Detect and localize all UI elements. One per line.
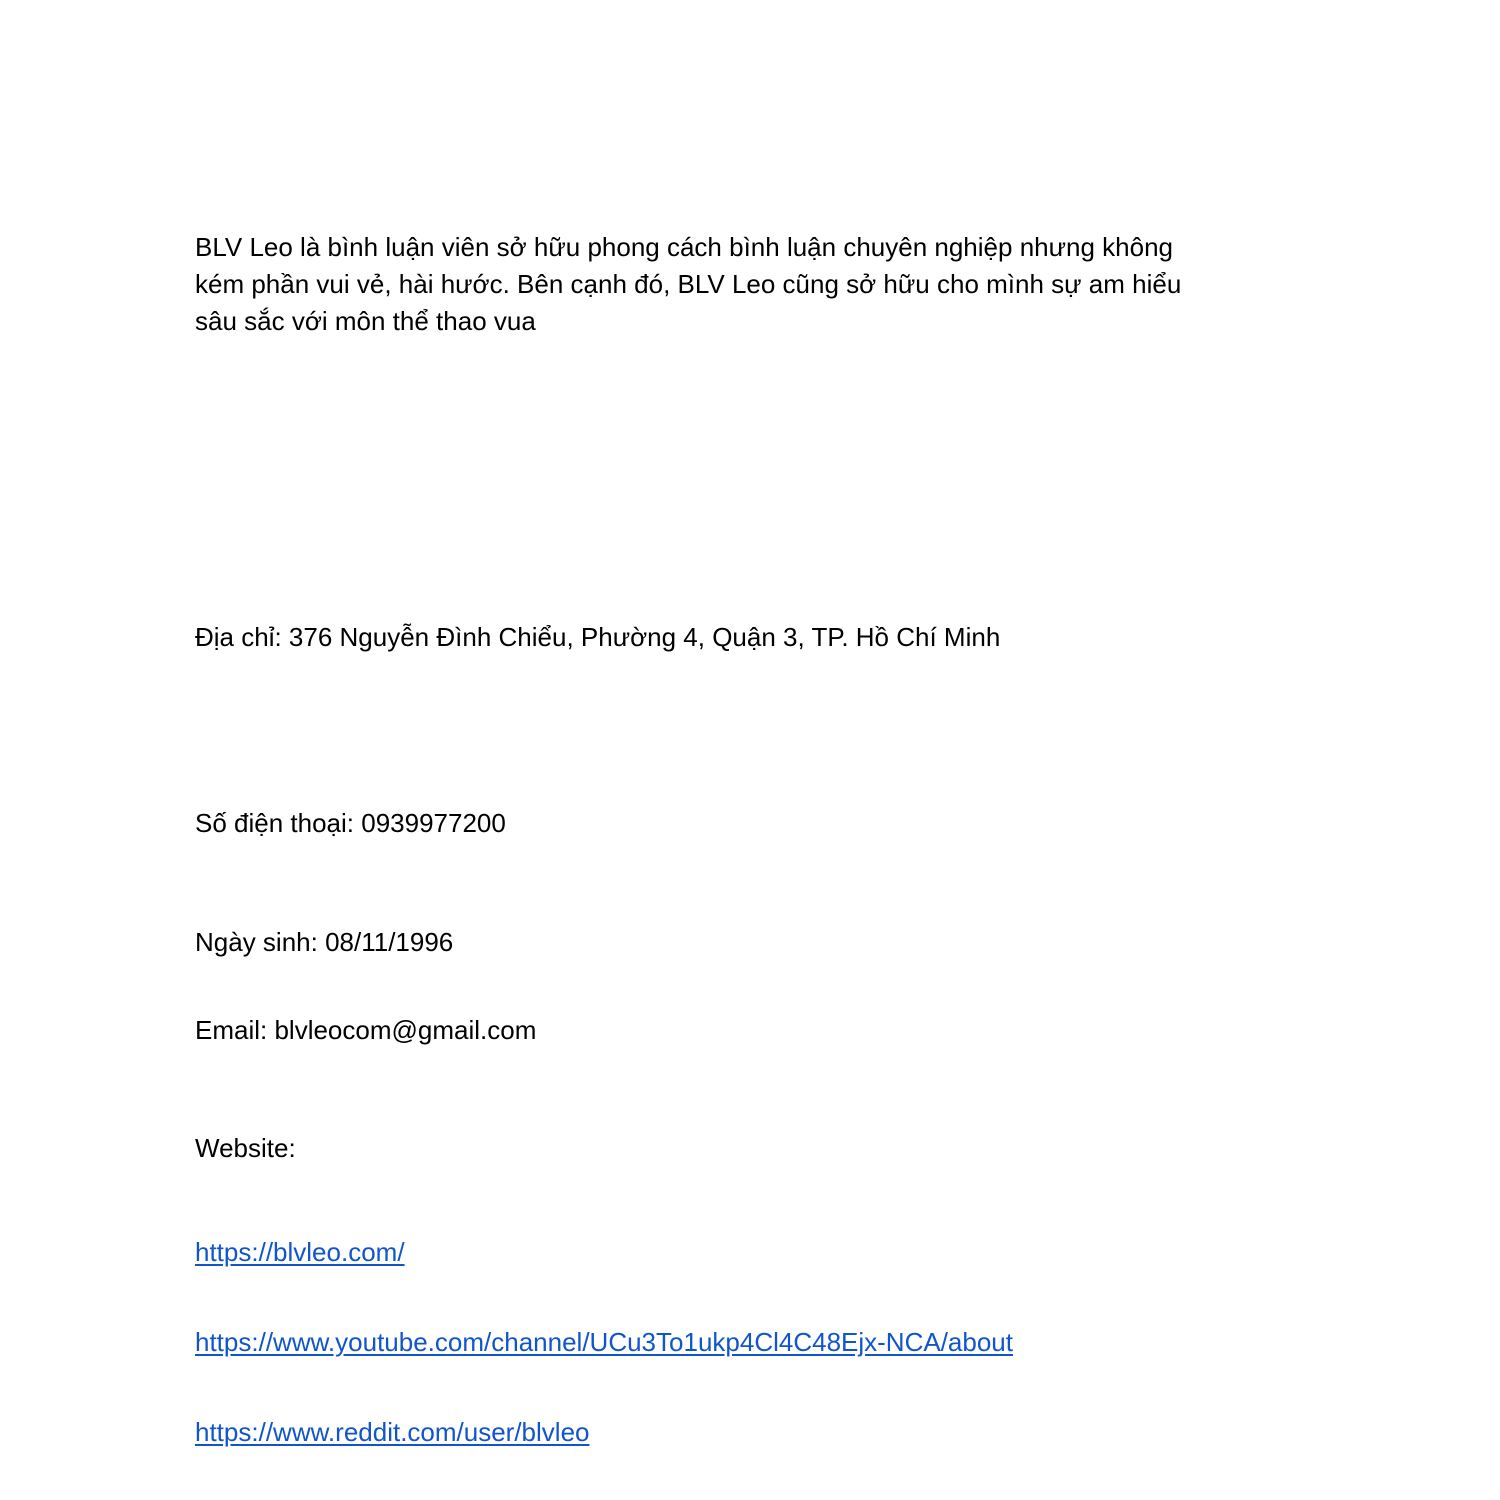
website-link-reddit[interactable]: https://www.reddit.com/user/blvleo xyxy=(195,1417,590,1447)
website-link-blvleo[interactable]: https://blvleo.com/ xyxy=(195,1237,405,1267)
intro-line: BLV Leo là bình luận viên sở hữu phong cách bình luận chuyên nghiệp nhưng không xyxy=(195,232,1173,262)
date-of-birth-text: Ngày sinh: 08/11/1996 xyxy=(195,927,454,957)
intro-paragraph xyxy=(195,229,1275,340)
phone-text: Số điện thoại: 0939977200 xyxy=(195,808,506,838)
address-text: Địa chỉ: 376 Nguyễn Đình Chiểu, Phường 4, Quận 3, TP. Hồ Chí Minh xyxy=(195,622,1001,652)
email-text: Email: blvleocom@gmail.com xyxy=(195,1015,537,1045)
website-link-youtube[interactable]: https://www.youtube.com/channel/UCu3To1ukp4Cl4C48Ejx-NCA/about xyxy=(195,1327,1013,1357)
website-label: Website: xyxy=(195,1133,296,1163)
intro-line: kém phần vui vẻ, hài hước. Bên cạnh đó, BLV Leo cũng sở hữu cho mình sự am hiểu xyxy=(195,269,1182,299)
intro-line: sâu sắc với môn thể thao vua xyxy=(195,306,536,336)
